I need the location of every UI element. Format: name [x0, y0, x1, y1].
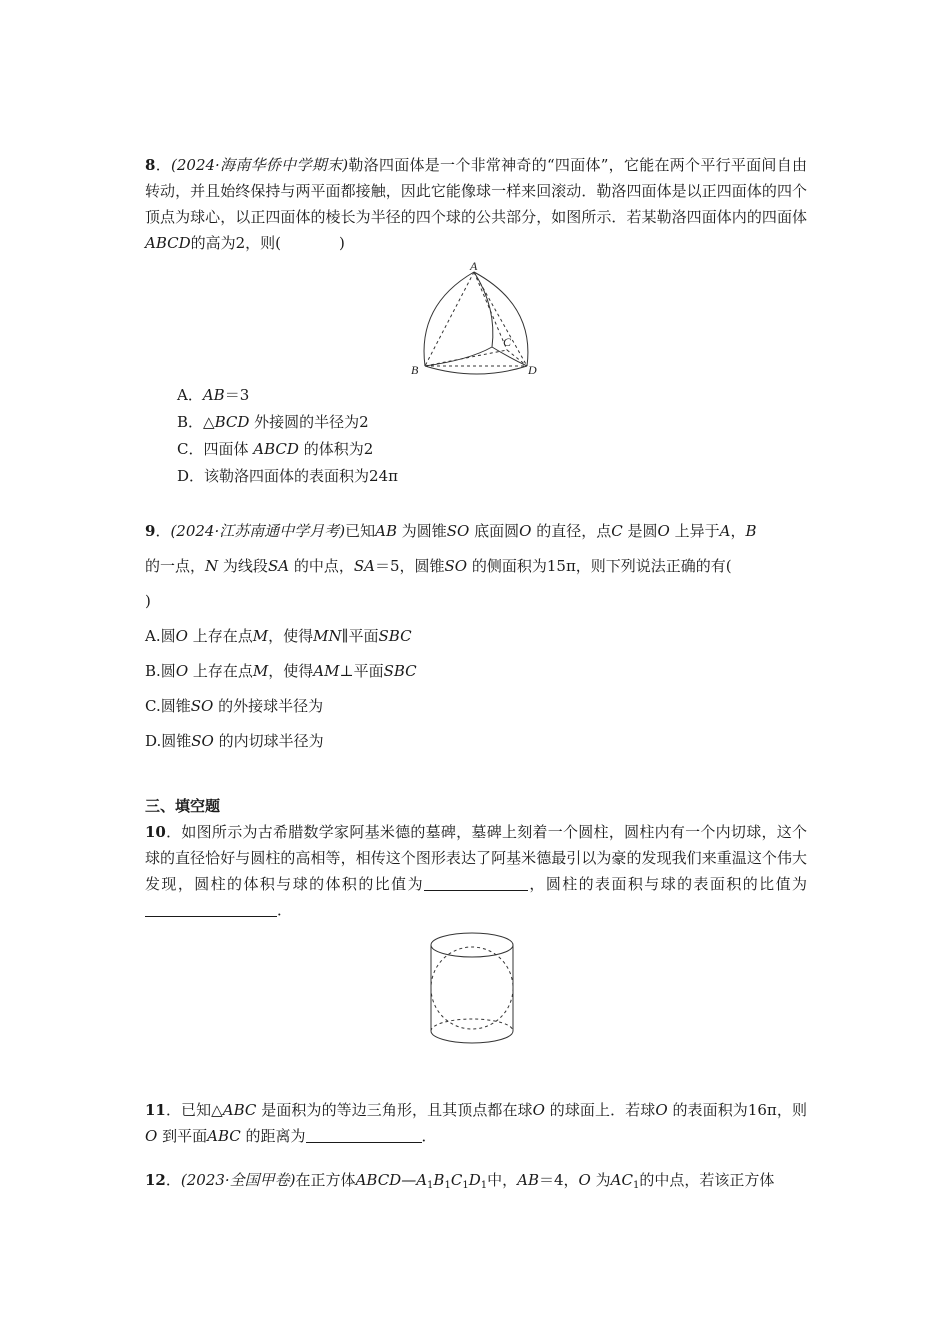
q8-close: ) [339, 234, 345, 252]
cylinder-sphere-figure [427, 931, 517, 1049]
question-12: 12．(2023·全国甲卷)在正方体$ABCD—A_1B_1C_1D_1$中，AB＝4，O 为$AC_1$的中点，若该正方体 [145, 1171, 775, 1191]
content [145, 152, 807, 1193]
q8-tet: ABCD [145, 234, 191, 252]
q9-option-a: A.圆O 上存在点M，使得MN∥平面SBC [145, 627, 412, 645]
fig1-label-d: D [528, 363, 537, 377]
q8-option-a: A．AB＝3 [177, 386, 250, 404]
q8-options [177, 382, 807, 490]
q8-option-c: C．四面体 ABCD 的体积为2 [177, 440, 374, 458]
reuleaux-tetrahedron-figure [407, 260, 547, 378]
q8-text2: 的高为2，则( [190, 234, 282, 252]
fig1-label-b: B [411, 363, 419, 377]
fig1-label-c: C [503, 335, 512, 349]
q9-option-c: C.圆锥SO 的外接球半径为 [145, 697, 324, 715]
question-11: 11．已知△ABC 是面积为的等边三角形，且其顶点都在球O 的球面上．若球O 的表面积为16π，则O 到平面ABC 的距离为 ． [145, 1101, 807, 1145]
question-10: 10．如图所示为古希腊数学家阿基米德的墓碑，墓碑上刻着一个圆柱，圆柱内有一个内切球，这个球的直径恰好与圆柱的高相等，相传这个图形表达了阿基米德最引以为豪的发现我们来重温这个伟大发现，圆柱的体积与球的体积的比值为 ，圆柱的表面积与球的表面积的比值为． [145, 823, 807, 919]
q10-blank-1[interactable] [424, 875, 528, 891]
question-8: 8．(2024·海南华侨中学期末)勒洛四面体是一个非常神奇的“四面体”，它能在两个平行平面间自由转动，并且始终保持与两平面都接触，因此它能像球一样来回滚动．勒洛四面体是以正四面体的四个顶点为球心，以正四面体的棱长为半径的四个球的公共部分，如图所示．若某勒洛四面体内的四面体ABCD的高为2，则( ) [145, 156, 807, 252]
question-9: 9．(2024·江苏南通中学月考)已知AB 为圆锥SO 底面圆O 的直径，点C 是圆O 上异于A，B 的一点，N 为线段SA 的中点，SA＝5，圆锥SO 的侧面积为15π，则下列说法正确的有( ) A.圆O 上存在点M，使得MN∥平面SBC B.圆O 上存在点M，使得AM⊥平面SBC C.圆锥SO 的外接球半径为 D.圆锥SO 的内切球半径为 [145, 514, 807, 759]
q11-blank[interactable] [306, 1127, 422, 1143]
q8-option-b: B．△BCD 外接圆的半径为2 [177, 413, 369, 431]
q8-text: 勒洛四面体是一个非常神奇的“四面体”，它能在两个平行平面间自由转动，并且始终保持与两平面都接触，因此它能像球一样来回滚动．勒洛四面体是以正四面体的四个顶点为球心，以正四面体的棱长为半径的四个球的公共部分，如图所示．若某勒洛四面体内的四面体 [145, 156, 807, 226]
q10-blank-2[interactable] [145, 901, 277, 917]
q9-option-d: D.圆锥SO 的内切球半径为 [145, 732, 324, 750]
q9-option-b: B.圆O 上存在点M，使得AM⊥平面SBC [145, 662, 417, 680]
q8-option-d: D．该勒洛四面体的表面积为24π [177, 467, 398, 485]
fig1-label-a: A [470, 260, 478, 273]
section-heading: 三、填空题 [145, 797, 221, 815]
q8-source: (2024·海南华侨中学期末) [171, 156, 349, 174]
q8-number: 8 [145, 156, 156, 174]
q9-number: 9 [145, 522, 156, 540]
